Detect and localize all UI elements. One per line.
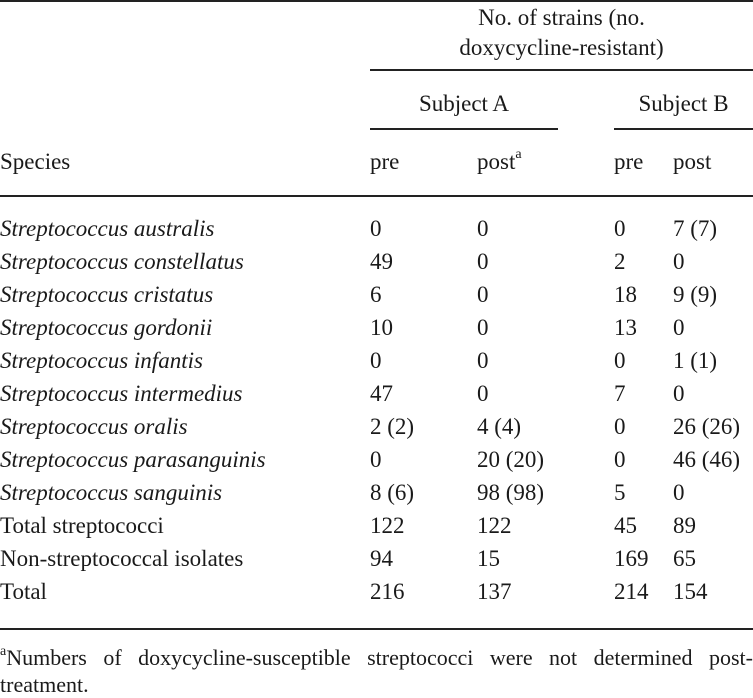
table-row bbox=[0, 446, 753, 479]
subject-b-pre-cell: 18 bbox=[614, 282, 637, 307]
subject-b-rule bbox=[614, 128, 753, 130]
footnote-marker-a: a bbox=[515, 147, 522, 163]
subject-a-post-cell: 137 bbox=[477, 579, 512, 604]
subject-a-post-cell: 15 bbox=[477, 546, 500, 571]
table-row bbox=[0, 215, 753, 248]
subject-a-rule bbox=[370, 128, 558, 130]
subject-a-post-cell: 0 bbox=[477, 282, 489, 307]
subject-a-post-label: post bbox=[477, 149, 516, 174]
species-cell: Streptococcus intermedius bbox=[0, 381, 243, 406]
subject-b-post-cell: 46 (46) bbox=[673, 447, 741, 472]
subject-a-pre-header: pre bbox=[370, 149, 400, 174]
subject-b-pre-cell: 13 bbox=[614, 315, 637, 340]
subject-b-post-cell: 7 (7) bbox=[673, 216, 718, 241]
subject-a-post-cell: 0 bbox=[477, 249, 489, 274]
subject-b-pre-cell: 0 bbox=[614, 216, 626, 241]
subject-a-post-cell: 0 bbox=[477, 348, 489, 373]
subject-b-pre-cell: 0 bbox=[614, 348, 626, 373]
subject-a-pre-cell: 47 bbox=[370, 381, 393, 406]
subject-a-post-cell: 0 bbox=[477, 381, 489, 406]
species-cell: Streptococcus oralis bbox=[0, 414, 188, 439]
subject-a-pre-cell: 122 bbox=[370, 513, 405, 538]
subject-b-post-cell: 65 bbox=[673, 546, 696, 571]
subject-a-pre-cell: 0 bbox=[370, 348, 382, 373]
subject-b-pre-cell: 2 bbox=[614, 249, 626, 274]
table-row bbox=[0, 578, 753, 611]
group-title-line1: No. of strains (no. bbox=[478, 5, 645, 30]
species-cell: Streptococcus infantis bbox=[0, 348, 203, 373]
subject-a-pre-cell: 0 bbox=[370, 447, 382, 472]
subject-b-header: Subject B bbox=[638, 91, 729, 116]
table-row bbox=[0, 380, 753, 413]
subject-b-pre-cell: 0 bbox=[614, 447, 626, 472]
subject-b-post-cell: 154 bbox=[673, 579, 708, 604]
table-row bbox=[0, 413, 753, 446]
subject-a-pre-cell: 94 bbox=[370, 546, 393, 571]
table-row bbox=[0, 248, 753, 281]
subject-b-post-header: post bbox=[673, 149, 712, 174]
species-cell: Streptococcus constellatus bbox=[0, 249, 244, 274]
group-title-rule bbox=[370, 69, 753, 71]
table-row bbox=[0, 545, 753, 578]
species-cell: Non-streptococcal isolates bbox=[0, 546, 244, 571]
subject-a-post-header bbox=[477, 148, 522, 176]
subject-a-pre-cell: 10 bbox=[370, 315, 393, 340]
table-row bbox=[0, 281, 753, 314]
subject-b-pre-header: pre bbox=[614, 149, 644, 174]
subject-b-post-cell: 1 (1) bbox=[673, 348, 718, 373]
subject-a-header: Subject A bbox=[418, 91, 510, 116]
subject-b-post-cell: 89 bbox=[673, 513, 696, 538]
footnote-marker: a bbox=[0, 643, 7, 659]
group-title-line2: doxycycline-resistant) bbox=[459, 35, 664, 60]
subject-b-post-cell: 26 (26) bbox=[673, 414, 741, 439]
table-top-rule bbox=[0, 0, 753, 2]
subject-a-pre-cell: 2 (2) bbox=[370, 414, 415, 439]
subject-b-post-cell: 9 (9) bbox=[673, 282, 718, 307]
species-cell: Streptococcus cristatus bbox=[0, 282, 214, 307]
header-bottom-rule bbox=[0, 195, 753, 197]
table-row bbox=[0, 314, 753, 347]
subject-a-pre-cell: 6 bbox=[370, 282, 382, 307]
subject-b-pre-cell: 214 bbox=[614, 579, 649, 604]
subject-b-pre-cell: 45 bbox=[614, 513, 637, 538]
subject-b-post-cell: 0 bbox=[673, 480, 685, 505]
subject-a-post-cell: 0 bbox=[477, 315, 489, 340]
subject-b-post-cell: 0 bbox=[673, 381, 685, 406]
species-cell: Total streptococci bbox=[0, 513, 164, 538]
species-cell: Total bbox=[0, 579, 47, 604]
subject-b-pre-cell: 5 bbox=[614, 480, 626, 505]
table-row bbox=[0, 512, 753, 545]
subject-b-pre-cell: 0 bbox=[614, 414, 626, 439]
species-cell: Streptococcus australis bbox=[0, 216, 215, 241]
species-cell: Streptococcus parasanguinis bbox=[0, 447, 266, 472]
subject-b-post-cell: 0 bbox=[673, 315, 685, 340]
species-column-header: Species bbox=[0, 149, 71, 174]
subject-b-post-cell: 0 bbox=[673, 249, 685, 274]
species-cell: Streptococcus sanguinis bbox=[0, 480, 223, 505]
table-row bbox=[0, 479, 753, 512]
subject-a-post-cell: 20 (20) bbox=[477, 447, 545, 472]
subject-a-pre-cell: 49 bbox=[370, 249, 393, 274]
table-footnote bbox=[0, 644, 753, 698]
subject-a-post-cell: 4 (4) bbox=[477, 414, 522, 439]
table-row bbox=[0, 347, 753, 380]
footnote-text: Numbers of doxycycline-susceptible streptococci were not determined post-treatment. bbox=[0, 645, 753, 697]
species-cell: Streptococcus gordonii bbox=[0, 315, 213, 340]
subject-a-pre-cell: 0 bbox=[370, 216, 382, 241]
table-bottom-rule bbox=[0, 628, 753, 630]
subject-a-pre-cell: 8 (6) bbox=[370, 480, 415, 505]
subject-b-pre-cell: 7 bbox=[614, 381, 626, 406]
subject-a-post-cell: 0 bbox=[477, 216, 489, 241]
subject-b-pre-cell: 169 bbox=[614, 546, 649, 571]
subject-a-pre-cell: 216 bbox=[370, 579, 405, 604]
subject-a-post-cell: 98 (98) bbox=[477, 480, 545, 505]
subject-a-post-cell: 122 bbox=[477, 513, 512, 538]
